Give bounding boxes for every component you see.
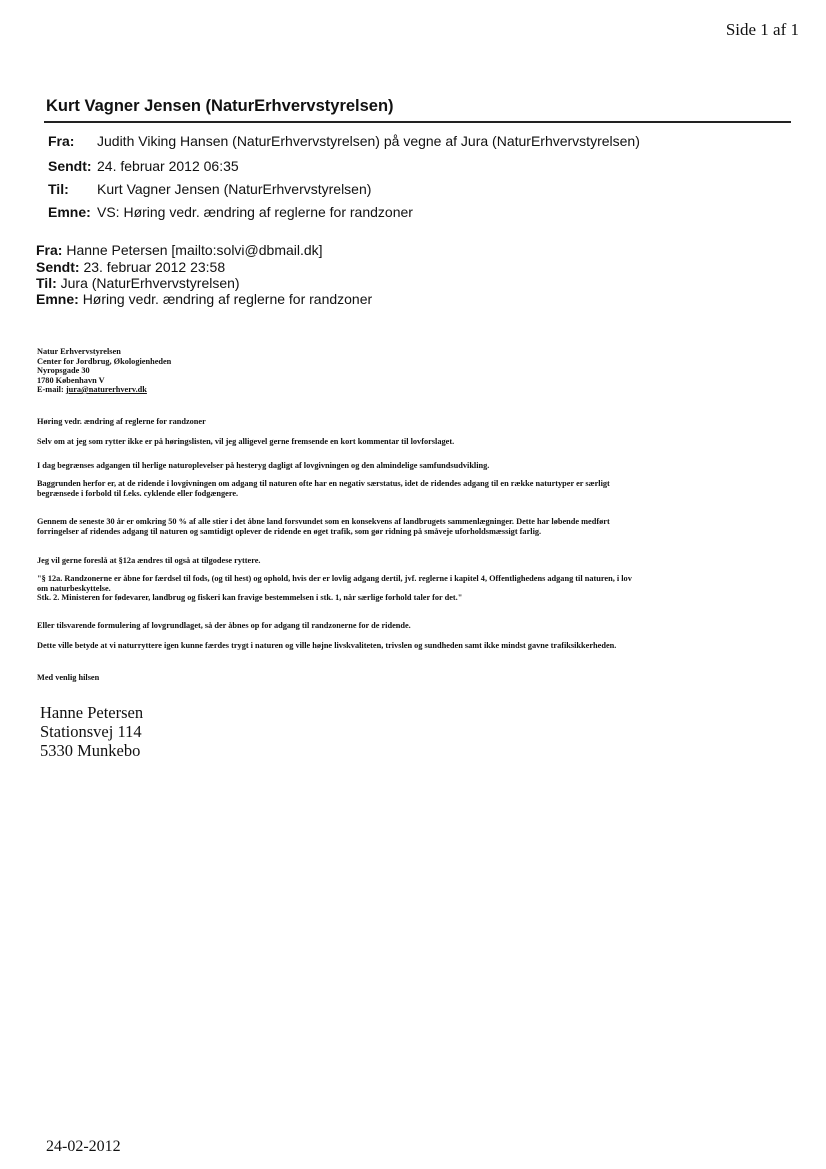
body-paragraph (37, 517, 610, 536)
law-quote (37, 574, 632, 603)
address-line: Nyropsgade 30 (37, 366, 90, 375)
recipient-address (37, 347, 171, 395)
forwarded-subject-value: Høring vedr. ændring af reglerne for randzoner (82, 291, 373, 307)
address-line: Natur Erhvervstyrelsen (37, 347, 121, 356)
closing-greeting: Med venlig hilsen (37, 673, 100, 682)
address-email-line (37, 385, 171, 395)
forwarded-from-value: Hanne Petersen [mailto:solvi@dbmail.dk] (66, 242, 323, 258)
header-from-row (48, 133, 640, 149)
signature-street: Stationsvej 114 (40, 722, 142, 741)
header-sent-row (48, 158, 239, 174)
body-paragraph (37, 479, 610, 498)
forwarded-subject-label: Emne: (36, 291, 79, 307)
header-from-value: Judith Viking Hansen (NaturErhvervstyrelsen) på vegne af Jura (NaturErhvervstyrelsen) (97, 133, 640, 149)
forwarded-sent-label: Sendt: (36, 259, 80, 275)
header-subject-row (48, 204, 413, 220)
signature-city: 5330 Munkebo (40, 741, 141, 760)
body-line: Baggrunden herfor er, at de ridende i lovgivningen om adgang til naturen ofte har en negativ særstatus, idet de ridendes adgang til en række naturtyper er særligt (37, 479, 610, 488)
forwarded-sent-value: 23. februar 2012 23:58 (83, 259, 226, 275)
signature-block (40, 703, 143, 760)
header-sent-value: 24. februar 2012 06:35 (97, 158, 239, 174)
header-to-row (48, 181, 371, 197)
body-line: forringelser af ridendes adgang til naturen og samtidigt oplever de ridende en øget trafik, som gør ridning på småveje uforholdsmæssigt farlig. (37, 526, 542, 536)
forwarded-from-row (36, 242, 323, 258)
signature-name: Hanne Petersen (40, 703, 144, 722)
header-sent-label: Sendt: (48, 158, 92, 174)
body-line: om naturbeskyttelse. (37, 583, 111, 593)
footer-date: 24-02-2012 (46, 1138, 121, 1155)
header-to-label: Til: (48, 181, 69, 197)
body-line: begrænsede i forbold til f.eks. cyklende eller fodgængere. (37, 488, 239, 498)
body-line: Stk. 2. Ministeren for fødevarer, landbrug og fiskeri kan fravige bestemmelsen i stk. 1, når særlige forhold taler for det." (37, 593, 463, 602)
forwarded-from-label: Fra: (36, 242, 63, 258)
body-line: Gennem de seneste 30 år er omkring 50 % af alle stier i det åbne land forsvundet som en konsekvens af landbrugets sammenlægninger. Dette har løbende medført (37, 517, 610, 526)
forwarded-to-value: Jura (NaturErhvervstyrelsen) (60, 275, 240, 291)
header-to-value: Kurt Vagner Jensen (NaturErhvervstyrelsen) (97, 181, 372, 197)
mail-title: Kurt Vagner Jensen (NaturErhvervstyrelsen) (46, 97, 394, 115)
header-from-label: Fra: (48, 133, 75, 149)
body-paragraph: I dag begrænses adgangen til herlige naturoplevelser på hesteryg dagligt af lovgivningen og den almindelige samfundsudvikling. (37, 461, 490, 470)
body-paragraph-subject: Høring vedr. ændring af reglerne for randzoner (37, 417, 206, 426)
address-line: Center for Jordbrug, Økologienheden (37, 356, 172, 366)
header-subject-label: Emne: (48, 204, 91, 220)
body-paragraph: Dette ville betyde at vi naturryttere igen kunne færdes trygt i naturen og ville højne livskvaliteten, trivslen og sundheden samt ikke mindst gavne trafiksikkerheden. (37, 641, 617, 650)
body-paragraph: Selv om at jeg som rytter ikke er på høringslisten, vil jeg alligevel gerne fremsende en kort kommentar til lovforslaget. (37, 437, 455, 446)
body-paragraph: Jeg vil gerne foreslå at §12a ændres til også at tilgodese ryttere. (37, 556, 261, 565)
address-line: 1780 København V (37, 375, 105, 385)
email-prefix: E-mail: (37, 385, 66, 394)
body-line: "§ 12a. Randzonerne er åbne for færdsel til fods, (og til hest) og ophold, hvis der er lovlig adgang dertil, jvf. reglerne i kapitel 4, Offentlighedens adgang til naturen, i lov (37, 574, 632, 583)
forwarded-to-label: Til: (36, 275, 57, 291)
email-link[interactable]: jura@naturerhverv.dk (65, 385, 147, 394)
body-paragraph: Eller tilsvarende formulering af lovgrundlaget, så der åbnes op for adgang til randzonerne for de ridende. (37, 621, 411, 630)
title-divider (44, 121, 791, 123)
forwarded-sent-row (36, 259, 225, 275)
forwarded-subject-row (36, 291, 372, 307)
forwarded-to-row (36, 275, 240, 291)
page-number: Side 1 af 1 (725, 20, 799, 39)
header-subject-value: VS: Høring vedr. ændring af reglerne for randzoner (97, 204, 413, 220)
